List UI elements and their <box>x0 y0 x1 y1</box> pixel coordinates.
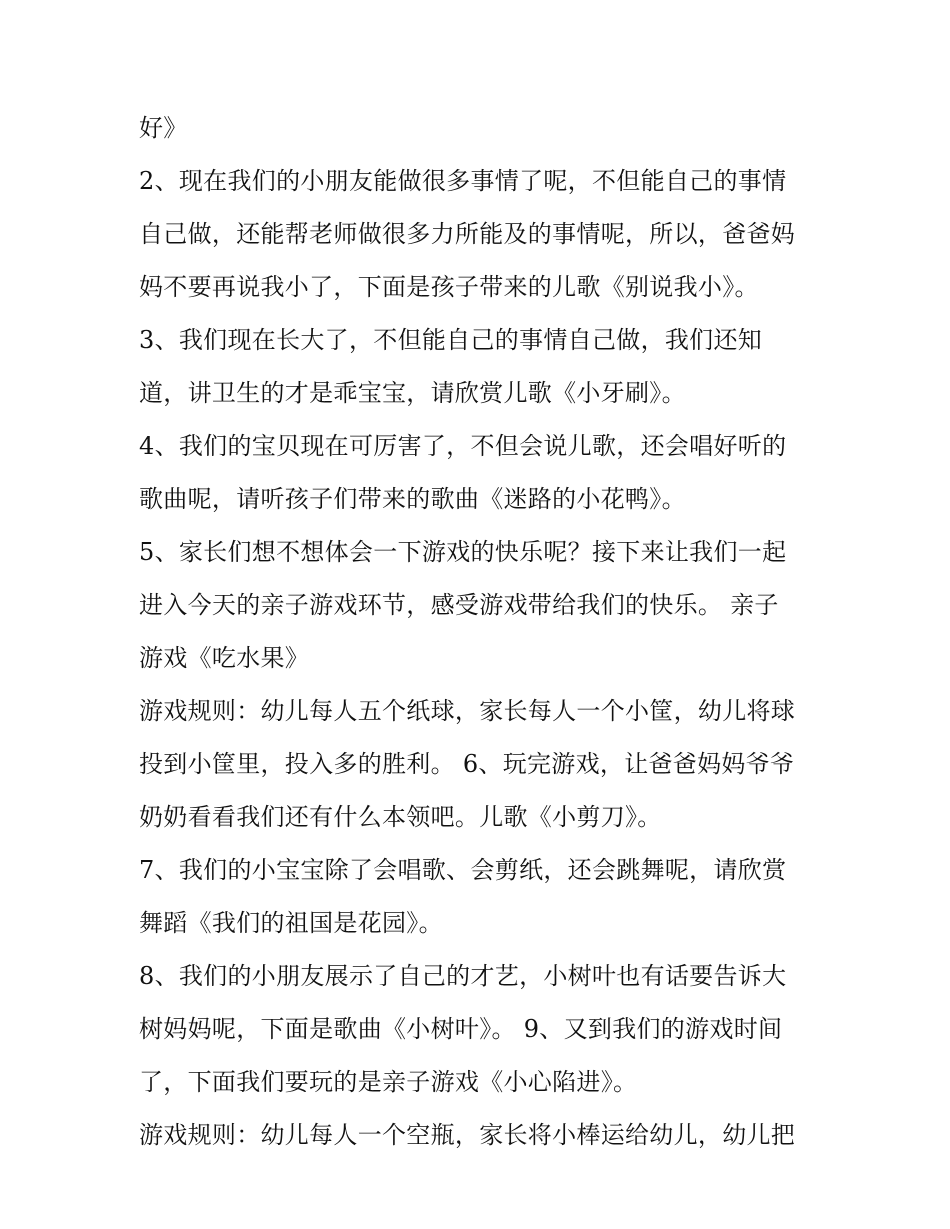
text-line: 好》 <box>139 114 188 142</box>
text-line: 2、现在我们的小朋友能做很多事情了呢，不但能自己的事情 <box>139 167 787 195</box>
text-line: 投到小筐里，投入多的胜利。 6、玩完游戏，让爸爸妈妈爷爷 <box>139 750 795 778</box>
text-line: 5、家长们想不想体会一下游戏的快乐呢？接下来让我们一起 <box>139 538 787 566</box>
text-line: 妈不要再说我小了，下面是孩子带来的儿歌《别说我小》。 <box>139 273 759 301</box>
text-line: 游戏规则：幼儿每人一个空瓶，家长将小棒运给幼儿，幼儿把 <box>139 1121 796 1149</box>
text-line: 了，下面我们要玩的是亲子游戏《小心陷进》。 <box>139 1068 638 1096</box>
text-line: 奶奶看看我们还有什么本领吧。儿歌《小剪刀》。 <box>139 803 662 831</box>
text-line: 歌曲呢，请听孩子们带来的歌曲《迷路的小花鸭》。 <box>139 485 686 513</box>
text-line: 7、我们的小宝宝除了会唱歌、会剪纸，还会跳舞呢，请欣赏 <box>139 856 787 884</box>
text-line: 自己做，还能帮老师做很多力所能及的事情呢，所以，爸爸妈 <box>139 220 796 248</box>
text-line: 游戏《吃水果》 <box>139 644 310 672</box>
text-line: 3、我们现在长大了，不但能自己的事情自己做，我们还知 <box>139 326 763 354</box>
text-line: 舞蹈《我们的祖国是花园》。 <box>139 909 443 937</box>
text-line: 4、我们的宝贝现在可厉害了，不但会说儿歌，还会唱好听的 <box>139 432 787 460</box>
text-line: 进入今天的亲子游戏环节，感受游戏带给我们的快乐。 亲子 <box>139 591 779 619</box>
text-line: 树妈妈呢，下面是歌曲《小树叶》。 9、又到我们的游戏时间 <box>139 1015 783 1043</box>
text-line: 游戏规则：幼儿每人五个纸球，家长每人一个小筐，幼儿将球 <box>139 697 796 725</box>
text-line: 道，讲卫生的才是乖宝宝，请欣赏儿歌《小牙刷》。 <box>139 379 686 407</box>
text-line: 8、我们的小朋友展示了自己的才艺，小树叶也有话要告诉大 <box>139 962 787 990</box>
body-text <box>139 102 829 1162</box>
